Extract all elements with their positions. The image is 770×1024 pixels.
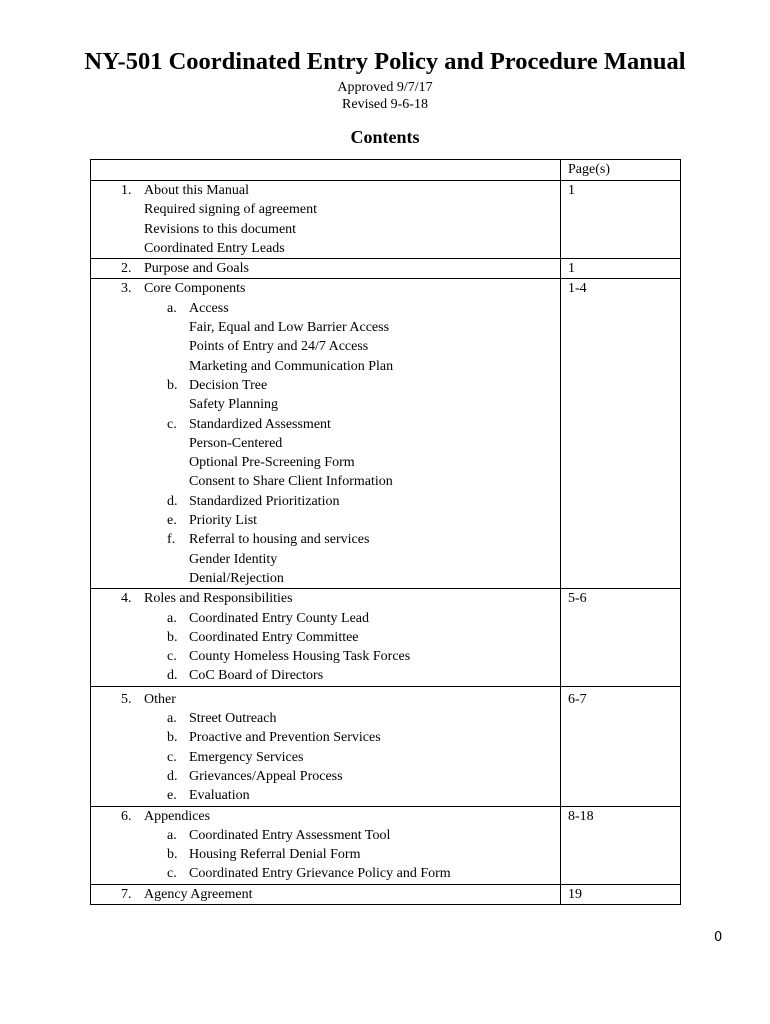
subsection-title: County Homeless Housing Task Forces — [189, 649, 411, 665]
section-title: Roles and Responsibilities — [144, 591, 293, 607]
subsection-letter: a. — [167, 610, 177, 626]
toc-entry-cell — [91, 686, 561, 806]
section-pages: 5-6 — [561, 589, 681, 686]
section-pages: 1 — [561, 181, 681, 259]
subsection-title: Referral to housing and services — [189, 532, 370, 548]
subsection-title: Housing Referral Denial Form — [189, 847, 361, 863]
subsection-letter: c. — [167, 866, 177, 882]
subsection-title: Emergency Services — [189, 749, 304, 765]
toc-entry-cell — [91, 259, 561, 279]
revised-date: Revised 9-6-18 — [342, 97, 428, 112]
toc-row — [91, 884, 681, 904]
subsection-topic: Consent to Share Client Information — [189, 474, 393, 490]
subsection-title: Evaluation — [189, 788, 250, 804]
toc-row — [91, 589, 681, 686]
contents-heading: Contents — [350, 127, 420, 147]
section-title: Purpose and Goals — [144, 261, 249, 277]
subsection-title: Proactive and Prevention Services — [189, 730, 381, 746]
subsection-topic: Denial/Rejection — [189, 570, 284, 586]
section-number: 3. — [121, 281, 132, 297]
subsection-letter: c. — [167, 416, 177, 432]
toc-row — [91, 686, 681, 806]
toc-entry-cell — [91, 884, 561, 904]
subsection-letter: d. — [167, 493, 178, 509]
subsection-topic: Optional Pre-Screening Form — [189, 455, 355, 471]
section-title: Appendices — [144, 808, 211, 824]
subsection-letter: c. — [167, 749, 177, 765]
subsection-title: Coordinated Entry County Lead — [189, 610, 370, 626]
subsection-letter: f. — [167, 532, 176, 548]
toc-row — [91, 279, 681, 589]
section-number: 5. — [121, 691, 132, 707]
section-topic: Revisions to this document — [144, 221, 297, 237]
section-topic: Required signing of agreement — [144, 202, 318, 218]
toc-row — [91, 181, 681, 259]
section-title: Agency Agreement — [144, 886, 253, 902]
subsection-letter: a. — [167, 711, 177, 727]
subsection-letter: a. — [167, 300, 177, 316]
section-number: 6. — [121, 808, 132, 824]
subsection-title: Decision Tree — [189, 377, 268, 393]
subsection-letter: e. — [167, 513, 177, 529]
section-number: 4. — [121, 591, 132, 607]
subsection-letter: d. — [167, 668, 178, 684]
toc-entry-cell — [91, 181, 561, 259]
section-number: 7. — [121, 886, 132, 902]
subsection-title: Coordinated Entry Committee — [189, 629, 359, 645]
toc-header-blank — [91, 160, 561, 181]
section-number: 2. — [121, 261, 132, 277]
section-topic: Coordinated Entry Leads — [144, 240, 285, 256]
subsection-letter: b. — [167, 730, 178, 746]
subsection-letter: d. — [167, 768, 178, 784]
subsection-topic: Points of Entry and 24/7 Access — [189, 339, 369, 355]
section-title: About this Manual — [144, 183, 249, 198]
toc-entry-cell — [91, 279, 561, 589]
subsection-title: Coordinated Entry Grievance Policy and Form — [189, 866, 451, 882]
subsection-topic: Marketing and Communication Plan — [189, 358, 394, 374]
toc-entry-cell — [91, 806, 561, 884]
toc-header-row — [91, 160, 681, 181]
subsection-title: Priority List — [189, 513, 258, 529]
table-of-contents — [90, 159, 681, 905]
approved-date: Approved 9/7/17 — [337, 80, 433, 95]
subsection-topic: Person-Centered — [189, 435, 283, 451]
subsection-letter: c. — [167, 649, 177, 665]
page-number: 0 — [714, 930, 723, 945]
subsection-topic: Gender Identity — [189, 551, 278, 567]
subsection-title: Access — [189, 300, 229, 316]
subsection-letter: b. — [167, 847, 178, 863]
subsection-letter: e. — [167, 788, 177, 804]
subsection-letter: a. — [167, 827, 177, 843]
subsection-topic: Safety Planning — [189, 397, 279, 413]
document-title: NY-501 Coordinated Entry Policy and Procedure Manual — [84, 48, 686, 75]
section-title: Core Components — [144, 281, 246, 297]
section-pages: 8-18 — [561, 806, 681, 884]
toc-row — [91, 806, 681, 884]
subsection-letter: b. — [167, 629, 178, 645]
subsection-title: Grievances/Appeal Process — [189, 768, 343, 784]
section-pages: 19 — [561, 884, 681, 904]
pages-column-header: Page(s) — [561, 160, 681, 181]
subsection-letter: b. — [167, 377, 178, 393]
toc-row — [91, 259, 681, 279]
section-pages: 6-7 — [561, 686, 681, 806]
subsection-title: Standardized Assessment — [189, 416, 331, 432]
subsection-title: Coordinated Entry Assessment Tool — [189, 827, 391, 843]
toc-entry-cell — [91, 589, 561, 686]
section-pages: 1-4 — [561, 279, 681, 589]
subsection-title: Street Outreach — [189, 711, 277, 727]
section-title: Other — [144, 691, 176, 707]
section-pages: 1 — [561, 259, 681, 279]
section-number: 1. — [121, 183, 132, 198]
subsection-topic: Fair, Equal and Low Barrier Access — [189, 320, 390, 336]
subsection-title: CoC Board of Directors — [189, 668, 324, 684]
subsection-title: Standardized Prioritization — [189, 493, 340, 509]
